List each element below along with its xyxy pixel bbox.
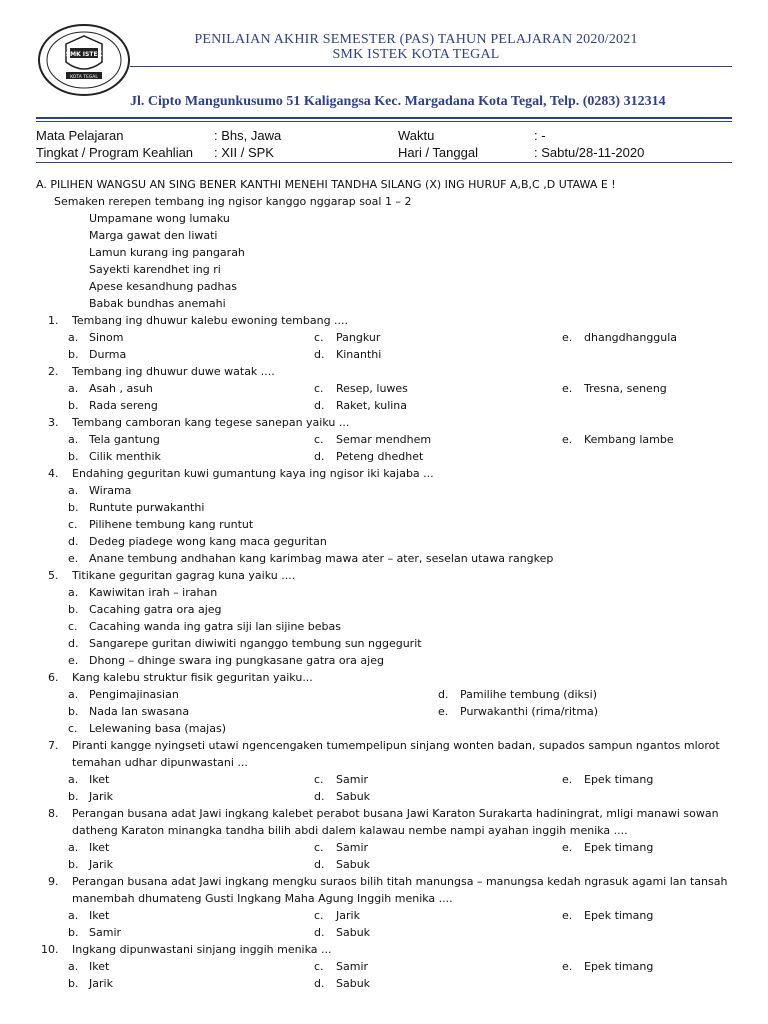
option-letter: c.	[314, 960, 324, 973]
option-letter: d.	[314, 926, 325, 939]
question-text: temahan udhar dipunwastani ...	[72, 756, 248, 769]
option-letter: b.	[68, 348, 79, 361]
info-tingkat-label: Tingkat / Program Keahlian	[36, 145, 194, 160]
option-letter: b.	[68, 858, 79, 871]
option-text: Samir	[89, 926, 122, 939]
option-text: Iket	[89, 909, 110, 922]
option-text: Semar mendhem	[336, 433, 432, 446]
option-letter: b.	[68, 603, 79, 616]
logo-text-2: KOTA TEGAL	[70, 75, 98, 80]
option-letter: c.	[314, 909, 324, 922]
header-title: PENILAIAN AKHIR SEMESTER (PAS) TAHUN PELAJARAN 2020/2021	[194, 32, 638, 47]
school-logo	[36, 22, 132, 102]
option-text: Nada lan swasana	[89, 705, 190, 718]
option-letter: a.	[68, 433, 79, 446]
poem-line: Umpamane wong lumaku	[89, 212, 230, 225]
question-number: 7.	[48, 739, 59, 752]
option-text: Peteng dhedhet	[336, 450, 424, 463]
option-text: Sinom	[89, 331, 124, 344]
option-text: Wirama	[89, 484, 132, 497]
question-number: 2.	[48, 365, 59, 378]
question-number: 9.	[48, 875, 59, 888]
option-text: Pengimajinasian	[89, 688, 179, 701]
option-text: Pilihene tembung kang runtut	[89, 518, 254, 531]
option-text: Sabuk	[336, 858, 371, 871]
option-text: Kembang lambe	[584, 433, 674, 446]
option-text: Iket	[89, 960, 110, 973]
header-school: SMK ISTEK KOTA TEGAL	[332, 47, 500, 62]
option-letter: c.	[68, 518, 78, 531]
option-text: Tresna, seneng	[584, 382, 667, 395]
section-a-title: A. PILIHEN WANGSU AN SING BENER KANTHI MENEHI TANDHA SILANG (X) ING HURUF A,B,C ,D UTAWA E !	[36, 178, 616, 191]
option-letter: e.	[562, 382, 573, 395]
option-text: Samir	[336, 960, 369, 973]
question-text: Tembang ing dhuwur duwe watak ....	[72, 365, 275, 378]
option-letter: c.	[68, 722, 78, 735]
option-letter: c.	[314, 773, 324, 786]
option-letter: c.	[314, 382, 324, 395]
question-number: 3.	[48, 416, 59, 429]
info-mapel-value: : Bhs, Jawa	[214, 128, 282, 143]
option-letter: d.	[68, 535, 79, 548]
poem-line: Sayekti karendhet ing ri	[89, 263, 221, 276]
poem-line: Lamun kurang ing pangarah	[89, 246, 245, 259]
info-waktu-label: Waktu	[398, 128, 435, 143]
option-letter: b.	[68, 501, 79, 514]
option-text: Resep, luwes	[336, 382, 408, 395]
option-text: Pangkur	[336, 331, 381, 344]
question-text: datheng Karaton minangka tandha bilih abdi dalem kalawau nembe nampi ayahan inggih menika ....	[72, 824, 628, 837]
option-text: Jarik	[89, 790, 113, 803]
logo-text-1: SMK ISTEK	[65, 51, 103, 58]
question-text: Titikane geguritan gagrag kuna yaiku ....	[72, 569, 296, 582]
question-text: Endahing geguritan kuwi gumantung kaya ing ngisor iki kajaba ...	[72, 467, 434, 480]
option-text: Jarik	[89, 858, 113, 871]
question-text: Ingkang dipunwastani sinjang inggih menika ...	[72, 943, 332, 956]
option-letter: b.	[68, 399, 79, 412]
question-number: 1.	[48, 314, 59, 327]
option-text: Iket	[89, 841, 110, 854]
option-letter: e.	[562, 773, 573, 786]
option-text: Sabuk	[336, 790, 371, 803]
option-letter: c.	[314, 841, 324, 854]
poem-line: Marga gawat den liwati	[89, 229, 218, 242]
option-text: Epek timang	[584, 773, 654, 786]
option-letter: b.	[68, 926, 79, 939]
option-letter: e.	[438, 705, 449, 718]
info-waktu-value: : -	[534, 128, 546, 143]
option-letter: c.	[68, 620, 78, 633]
header-divider-thin	[36, 121, 732, 122]
header-divider	[130, 66, 732, 67]
option-letter: d.	[314, 858, 325, 871]
option-letter: d.	[68, 637, 79, 650]
option-letter: e.	[68, 654, 79, 667]
option-letter: b.	[68, 705, 79, 718]
poem-line: Apese kesandhung padhas	[89, 280, 237, 293]
info-divider	[36, 162, 732, 163]
info-hari-value: : Sabtu/28-11-2020	[534, 145, 645, 160]
option-letter: e.	[562, 433, 573, 446]
option-letter: b.	[68, 977, 79, 990]
option-text: Purwakanthi (rima/ritma)	[460, 705, 599, 718]
poem-line: Babak bundhas anemahi	[89, 297, 226, 310]
option-text: Lelewaning basa (majas)	[89, 722, 227, 735]
question-text: Tembang camboran kang tegese sanepan yaiku ...	[72, 416, 350, 429]
header-address: Jl. Cipto Mangunkusumo 51 Kaligangsa Kec. Margadana Kota Tegal, Telp. (0283) 312314	[130, 94, 666, 109]
question-text: Perangan busana adat Jawi ingkang mengku suraos bilih titah manungsa – manungsa kedah ngrasuk agami lan tansah	[72, 875, 728, 888]
option-letter: a.	[68, 331, 79, 344]
question-number: 4.	[48, 467, 59, 480]
option-letter: c.	[314, 433, 324, 446]
option-text: Epek timang	[584, 841, 654, 854]
option-letter: d.	[314, 348, 325, 361]
option-text: Sabuk	[336, 926, 371, 939]
option-text: Jarik	[89, 977, 113, 990]
option-text: Durma	[89, 348, 127, 361]
question-text: manembah dhumateng Gusti Ingkang Maha Agung Inggih menika ....	[72, 892, 453, 905]
option-letter: a.	[68, 773, 79, 786]
question-text: Tembang ing dhuwur kalebu ewoning tembang ....	[72, 314, 349, 327]
info-tingkat-value: : XII / SPK	[214, 145, 274, 160]
option-letter: b.	[68, 790, 79, 803]
question-text: Kang kalebu struktur fisik geguritan yaiku...	[72, 671, 313, 684]
question-text: Piranti kangge nyingseti utawi ngencengaken tumempelipun sinjang wonten badan, supados sampun ngantos mlorot	[72, 739, 720, 752]
option-letter: a.	[68, 484, 79, 497]
option-letter: a.	[68, 586, 79, 599]
option-letter: a.	[68, 382, 79, 395]
option-letter: a.	[68, 909, 79, 922]
info-hari-label: Hari / Tanggal	[398, 145, 478, 160]
question-number: 5.	[48, 569, 59, 582]
option-letter: e.	[562, 331, 573, 344]
option-letter: c.	[314, 331, 324, 344]
option-text: Rada sereng	[89, 399, 158, 412]
option-text: dhangdhanggula	[584, 331, 678, 344]
option-letter: d.	[314, 399, 325, 412]
question-number: 10.	[41, 943, 59, 956]
option-text: Samir	[336, 773, 369, 786]
option-text: Sangarepe guritan diwiwiti nganggo tembung sun nggegurit	[89, 637, 422, 650]
section-a-intro: Semaken rerepen tembang ing ngisor kanggo nggarap soal 1 – 2	[54, 195, 412, 208]
option-text: Kinanthi	[336, 348, 382, 361]
option-letter: e.	[562, 960, 573, 973]
option-letter: e.	[562, 841, 573, 854]
option-letter: e.	[562, 909, 573, 922]
option-text: Iket	[89, 773, 110, 786]
option-text: Jarik	[336, 909, 360, 922]
option-text: Asah , asuh	[89, 382, 153, 395]
option-text: Dedeg piadege wong kang maca geguritan	[89, 535, 327, 548]
option-text: Cacahing wanda ing gatra siji lan sijine bebas	[89, 620, 341, 633]
option-text: Runtute purwakanthi	[89, 501, 205, 514]
option-text: Sabuk	[336, 977, 371, 990]
question-number: 6.	[48, 671, 59, 684]
option-text: Cacahing gatra ora ajeg	[89, 603, 222, 616]
option-text: Pamilihe tembung (diksi)	[460, 688, 597, 701]
option-letter: e.	[68, 552, 79, 565]
option-letter: d.	[314, 450, 325, 463]
info-mapel-label: Mata Pelajaran	[36, 128, 124, 143]
option-letter: d.	[438, 688, 449, 701]
option-text: Epek timang	[584, 909, 654, 922]
option-text: Epek timang	[584, 960, 654, 973]
option-letter: a.	[68, 960, 79, 973]
question-number: 8.	[48, 807, 59, 820]
option-letter: a.	[68, 841, 79, 854]
option-letter: d.	[314, 977, 325, 990]
option-text: Raket, kulina	[336, 399, 408, 412]
question-text: Perangan busana adat Jawi ingkang kalebet perabot busana Jawi Karaton Surakarta hadiningrat, mligi manawi sowan	[72, 807, 719, 820]
option-text: Anane tembung andhahan kang karimbag mawa ater – ater, seselan utawa rangkep	[89, 552, 554, 565]
header-divider-bold	[36, 117, 732, 119]
option-text: Samir	[336, 841, 369, 854]
option-letter: a.	[68, 688, 79, 701]
option-letter: b.	[68, 450, 79, 463]
option-text: Tela gantung	[89, 433, 160, 446]
option-letter: d.	[314, 790, 325, 803]
option-text: Dhong – dhinge swara ing pungkasane gatra ora ajeg	[89, 654, 384, 667]
option-text: Kawiwitan irah – irahan	[89, 586, 218, 599]
option-text: Cilik menthik	[89, 450, 161, 463]
